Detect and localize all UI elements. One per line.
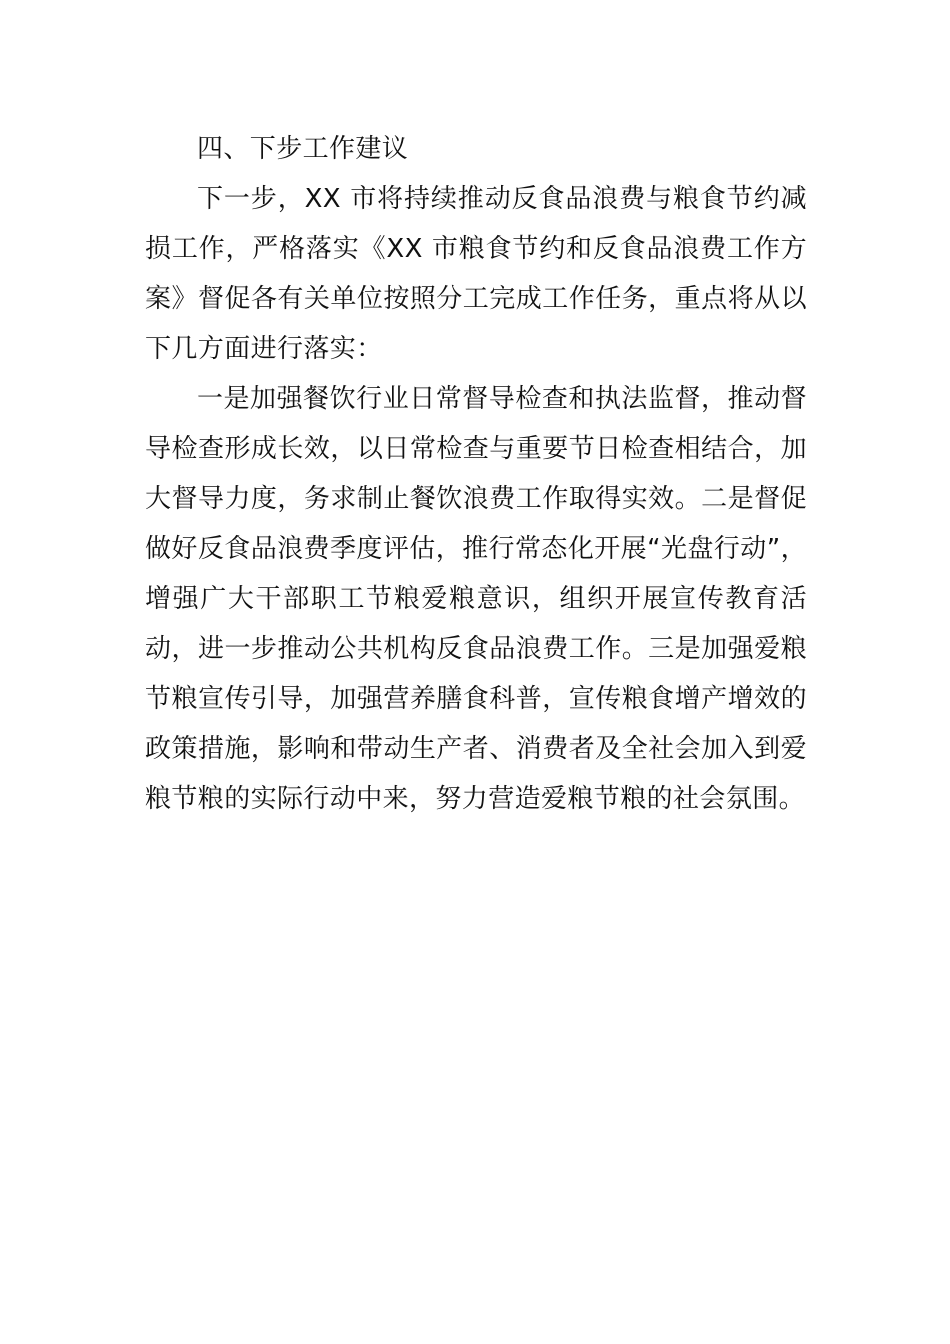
document-body bbox=[145, 124, 807, 824]
paragraph-next-steps: 下一步，XX 市将持续推动反食品浪费与粮食节约减损工作，严格落实《XX 市粮食节约和反食品浪费工作方案》督促各有关单位按照分工完成工作任务，重点将从以下几方面进行落实： bbox=[145, 184, 807, 364]
paragraph-measures: 一是加强餐饮行业日常督导检查和执法监督，推动督导检查形成长效，以日常检查与重要节日检查相结合，加大督导力度，务求制止餐饮浪费工作取得实效。二是督促做好反食品浪费季度评估，推行常态化开展“光盘行动”，增强广大干部职工节粮爱粮意识，组织开展宣传教育活动，进一步推动公共机构反食品浪费工作。三是加强爱粮节粮宣传引导，加强营养膳食科普，宣传粮食增产增效的政策措施，影响和带动生产者、消费者及全社会加入到爱粮节粮的实际行动中来，努力营造爱粮节粮的社会氛围。 bbox=[145, 384, 807, 814]
section-heading: 四、下步工作建议 bbox=[197, 134, 409, 164]
